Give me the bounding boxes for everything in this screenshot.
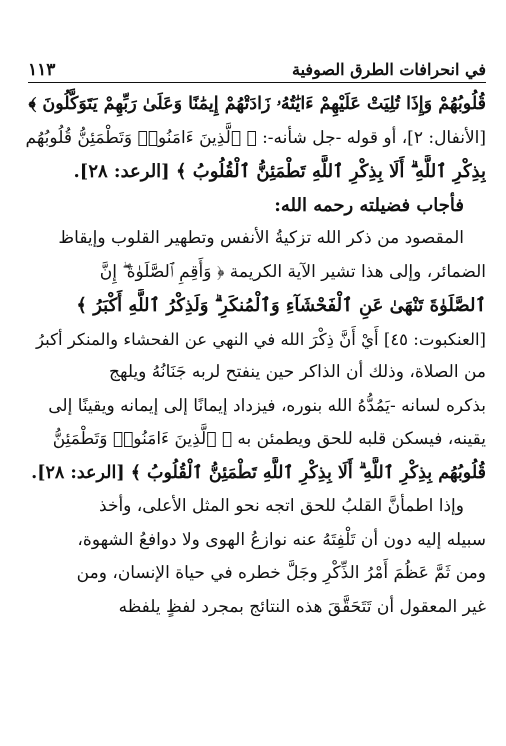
text-line: غير المعقول أن تَتَحَقَّقَ هذه النتائج بمجرد لفظٍ يلفظه [118,596,486,617]
text-line: قُلُوبُهُمْ وَإِذَا تُلِيَتْ عَلَيْهِمْ ءَايَٰتُهُۥ زَادَتْهُمْ إِيمَٰنًا وَعَلَىٰ رَبِّهِمْ يَتَوَكَّلُونَ ﴾ [28,94,486,114]
text-line: بذكره لسانه -يَمُدُّهُ الله بنوره، فيزداد إيمانًا إلى إيمانه ويقينًا إلى [48,395,486,416]
text-line: من الصلاة، وذلك أن الذاكر حين ينفتح لربه جَنَانُهُ ويلهج [109,362,486,382]
text-line: ومن ثَمَّ عَظُمَ أَمْرُ الذِّكْرِ وجَلَّ خطره في حياة الإنسان، ومن [76,563,486,583]
answer-heading: فأجاب فضيلته رحمه الله: [274,194,464,216]
text-line: قُلُوبُهُم بِذِكْرِ ٱللَّهِ ۗ أَلَا بِذِكْرِ ٱللَّهِ تَطْمَئِنُّ ٱلْقُلُوبُ ﴾ [الرعد: ٢٨]. [31,462,486,483]
text-line: [العنكبوت: ٤٥] أَيْ أَنَّ ذِكْرَ الله في النهي عن الفحشاء والمنكر أكبرُ [36,329,486,349]
page-header [28,52,486,82]
text-line: سبيله إليه دون أن تَلْفِتَهُ عنه نوازعُ الهوى ولا دوافعُ الشهوة، [77,529,486,550]
text-line: وإذا اطمأنَّ القلبُ للحق اتجه نحو المثل الأعلى، وأخذ [99,496,464,516]
text-line: الضمائر، وإلى هذا تشير الآية الكريمة ﴿ وَأَقِمِ ٱلصَّلَوٰةَ ۖ إِنَّ [99,261,486,282]
running-title: في انحرافات الطرق الصوفية [292,60,486,79]
text-line: [الأنفال: ٢]، أو قوله -جل شأنه-: ﴿ ٱلَّذِينَ ءَامَنُوا۟ وَتَطْمَئِنُّ قُلُوبُهُم [26,127,486,148]
header-rule [28,82,486,83]
text-line: ٱلصَّلَوٰةَ تَنْهَىٰ عَنِ ٱلْفَحْشَآءِ وَٱلْمُنكَرِ ۗ وَلَذِكْرُ ٱللَّهِ أَكْبَرُ ﴾ [76,295,486,316]
page-body [26,88,486,624]
text-line: يقينه، فيسكن قلبه للحق ويطمئن به ﴿ ٱلَّذِينَ ءَامَنُوا۟ وَتَطْمَئِنُّ [52,429,486,449]
page-number: ١١٣ [28,60,56,80]
text-line: المقصود من ذكر الله تزكيةُ الأنفس وتطهير القلوب وإيقاظ [58,228,464,248]
text-line: بِذِكْرِ ٱللَّهِ ۗ أَلَا بِذِكْرِ ٱللَّهِ تَطْمَئِنُّ ٱلْقُلُوبُ ﴾ [الرعد: ٢٨]. [73,161,486,182]
